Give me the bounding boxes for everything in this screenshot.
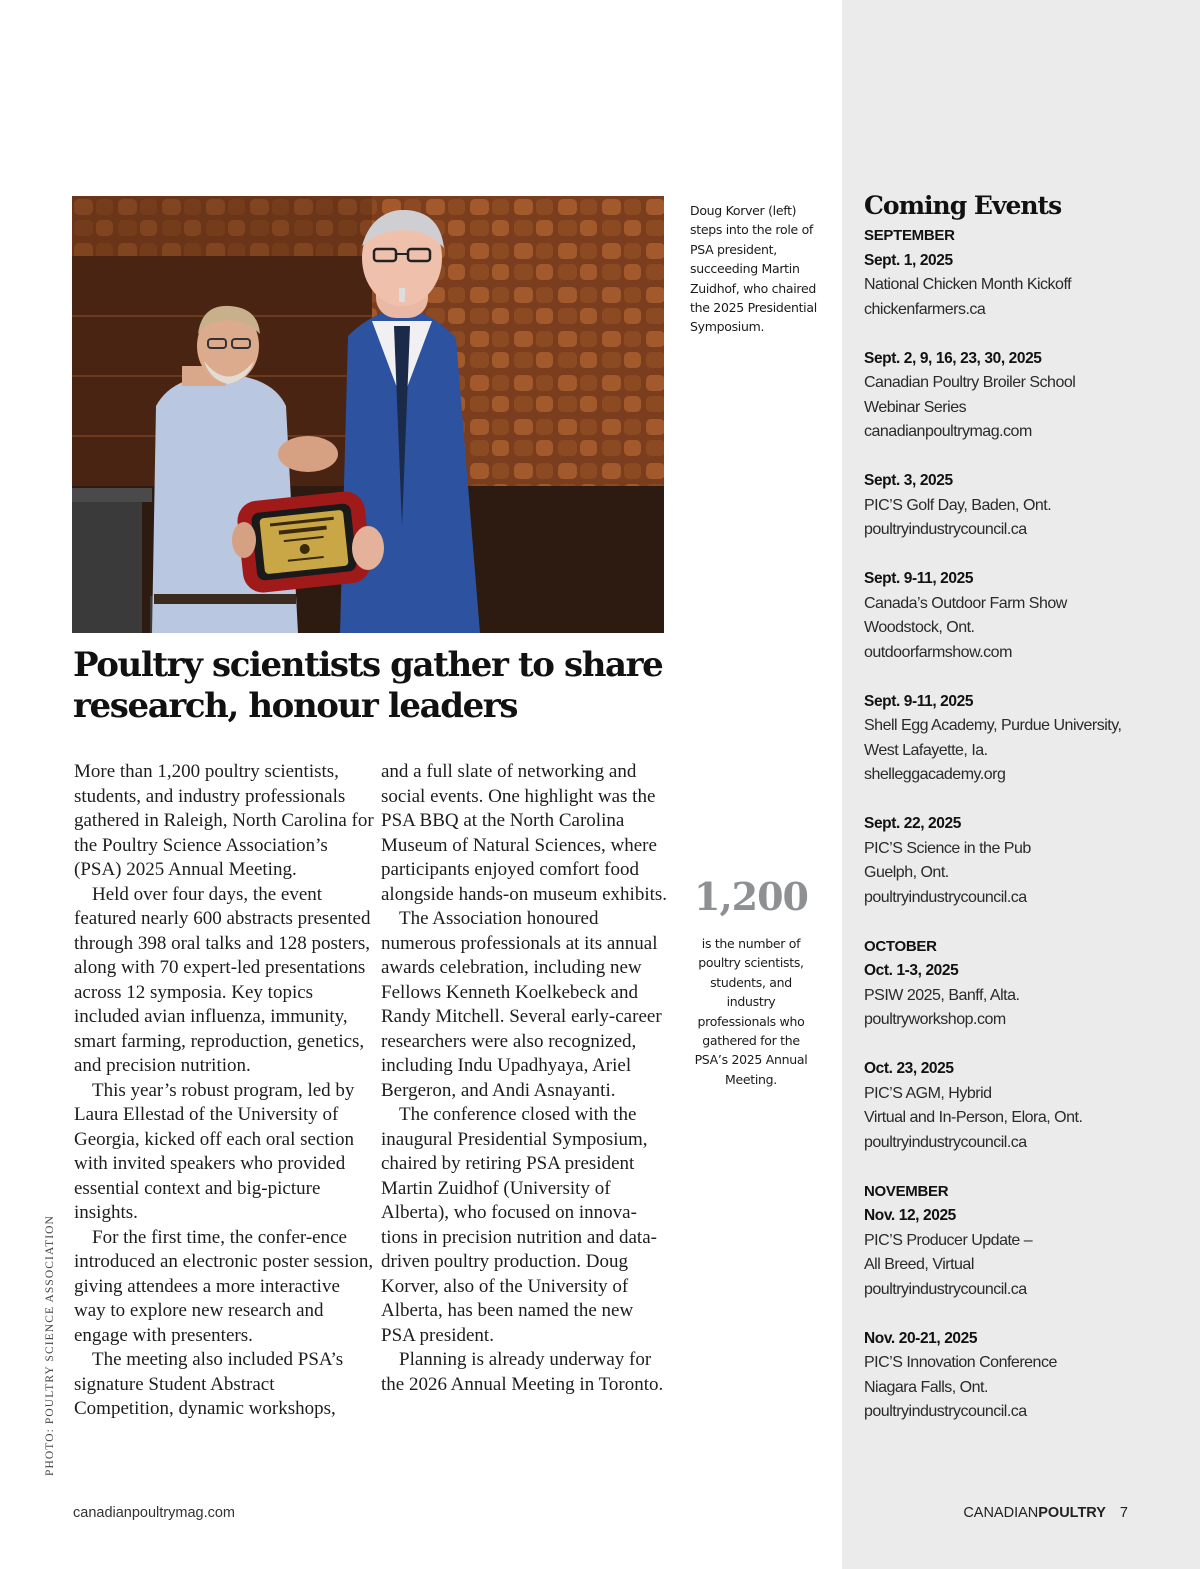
event-line: Woodstock, Ont.	[864, 619, 975, 636]
article-paragraph: Planning is already underway for the 2026 Annual Meeting in Toronto.	[381, 1349, 664, 1395]
event-line: PIC’S Science in the Pub	[864, 839, 1031, 857]
event-date: Sept. 9-11, 2025	[864, 692, 974, 710]
event-line: Shell Egg Academy, Purdue University,	[864, 717, 1122, 734]
event-line: Canadian Poultry Broiler School	[864, 374, 1076, 391]
events-title: Coming Events	[864, 191, 1062, 220]
event-item	[864, 567, 1184, 665]
brand-bold: POULTRY	[1038, 1505, 1106, 1521]
event-item	[864, 347, 1184, 445]
event-item	[864, 1057, 1184, 1155]
month-heading: NOVEMBER	[864, 1182, 949, 1200]
event-link[interactable]: chickenfarmers.ca	[864, 300, 986, 318]
month-heading: OCTOBER	[864, 937, 937, 955]
article-paragraph: More than 1,200 poultry scientists, students, and industry professionals gathered in Raleigh, North Carolina for the Poultry Science Association’s (PSA) 2025 Annual Meeting.	[74, 761, 374, 880]
article-paragraph: The meeting also included PSA’s signature Student Abstract Competition, dynamic workshops,	[74, 1349, 344, 1419]
event-line: Canada’s Outdoor Farm Show	[864, 594, 1067, 612]
event-line: Guelph, Ont.	[864, 864, 949, 881]
event-item	[864, 690, 1184, 788]
event-date: Sept. 3, 2025	[864, 472, 953, 489]
event-date: Sept. 1, 2025	[864, 251, 953, 269]
headline-line-1: Poultry scientists gather to share	[73, 645, 663, 685]
event-link[interactable]: poultryindustrycouncil.ca	[864, 1280, 1027, 1298]
event-date: Nov. 20-21, 2025	[864, 1329, 978, 1347]
brand-regular: CANADIAN	[963, 1505, 1039, 1521]
event-line: National Chicken Month Kickoff	[864, 276, 1072, 293]
article-paragraph: For the first time, the confer-ence introduced an electronic poster session, giving attendees a more interactive way to explore new research and engage with presenters.	[74, 1226, 374, 1346]
event-link[interactable]: poultryindustrycouncil.ca	[864, 1133, 1027, 1151]
photo-credit: PHOTO: POULTRY SCIENCE ASSOCIATION	[44, 1215, 56, 1476]
event-line: West Lafayette, Ia.	[864, 741, 988, 759]
article-column-2	[381, 760, 669, 1397]
event-link[interactable]: outdoorfarmshow.com	[864, 643, 1012, 661]
article-column-1	[74, 760, 374, 1422]
article-paragraph: Held over four days, the event featured nearly 600 abstracts presented through 398 oral talks and 128 posters, along with 70 expert-led presentations across 12 symposia. Key topics included avian influenza, immunity, smart farming, reproduction, genetics, and precision nutrition.	[74, 883, 371, 1076]
event-date: Oct. 23, 2025	[864, 1060, 954, 1077]
month-heading: SEPTEMBER	[864, 227, 955, 244]
event-item	[864, 1327, 1184, 1425]
award-photo	[72, 196, 664, 633]
stat-description: is the number of poultry scientists, students, and industry professionals who gathered for the PSA’s 2025 Annual Meeting.	[694, 936, 808, 1087]
event-line: PIC’S Producer Update –	[864, 1231, 1033, 1249]
event-line: Niagara Falls, Ont.	[864, 1378, 988, 1396]
footer-website[interactable]: canadianpoultrymag.com	[73, 1505, 236, 1521]
event-link[interactable]: poultryindustrycouncil.ca	[864, 1403, 1027, 1420]
event-line: All Breed, Virtual	[864, 1256, 974, 1273]
event-line: PSIW 2025, Banff, Alta.	[864, 986, 1020, 1004]
stat-number: 1,200	[694, 874, 808, 919]
event-date: Sept. 2, 9, 16, 23, 30, 2025	[864, 349, 1042, 367]
event-date: Oct. 1-3, 2025	[864, 962, 959, 979]
event-line: PIC’S Golf Day, Baden, Ont.	[864, 496, 1052, 514]
article-paragraph: The conference closed with the inaugural Presidential Symposium, chaired by retiring PSA president Martin Zuidhof (University of Alberta), who focused on innova-tions in precision nutrition and data-driven poultry production. Doug Korver, also of the University of Alberta, has been named the new PSA president.	[381, 1104, 657, 1346]
event-date: Nov. 12, 2025	[864, 1207, 956, 1224]
event-link[interactable]: poultryworkshop.com	[864, 1011, 1006, 1028]
article-paragraph: and a full slate of networking and social events. One highlight was the PSA BBQ at the North Carolina Museum of Natural Sciences, where participants enjoyed comfort food alongside hands-on museum exhibits.	[381, 761, 668, 905]
event-line: PIC’S AGM, Hybrid	[864, 1084, 992, 1102]
coming-events	[864, 188, 1184, 1449]
event-link[interactable]: shelleggacademy.org	[864, 766, 1006, 783]
event-link[interactable]: canadianpoultrymag.com	[864, 423, 1032, 440]
photo-illustration	[72, 196, 664, 633]
event-link[interactable]: poultryindustrycouncil.ca	[864, 521, 1027, 538]
event-item	[864, 249, 1184, 323]
event-line: Virtual and In-Person, Elora, Ont.	[864, 1109, 1083, 1126]
article-paragraph: This year’s robust program, led by Laura Ellestad of the University of Georgia, kicked off each oral section with invited speakers who provided essential context and big-picture insights.	[74, 1079, 355, 1223]
event-item	[864, 812, 1184, 910]
event-date: Sept. 9-11, 2025	[864, 570, 974, 587]
headline-line-2: research, honour leaders	[73, 686, 518, 726]
article-paragraph: The Association honoured numerous professionals at its annual awards celebration, including new Fellows Kenneth Koelkebeck and Randy Mitchell. Several early-career researchers were also recognized, including Indu Upadhyaya, Ariel Bergeron, and Andi Asnayanti.	[381, 908, 662, 1101]
event-item	[864, 959, 1184, 1033]
event-date: Sept. 22, 2025	[864, 815, 961, 832]
page-number: 7	[1119, 1505, 1128, 1521]
event-line: PIC’S Innovation Conference	[864, 1354, 1057, 1371]
event-line: Webinar Series	[864, 398, 967, 416]
event-link[interactable]: poultryindustrycouncil.ca	[864, 888, 1027, 906]
footer-brand	[963, 1505, 1128, 1521]
photo-caption: Doug Korver (left) steps into the role of PSA president, succeeding Martin Zuidhof, who chaired the 2025 Presidential Symposium.	[690, 203, 817, 335]
article-headline	[73, 645, 673, 727]
event-item	[864, 1204, 1184, 1302]
event-item	[864, 469, 1184, 543]
